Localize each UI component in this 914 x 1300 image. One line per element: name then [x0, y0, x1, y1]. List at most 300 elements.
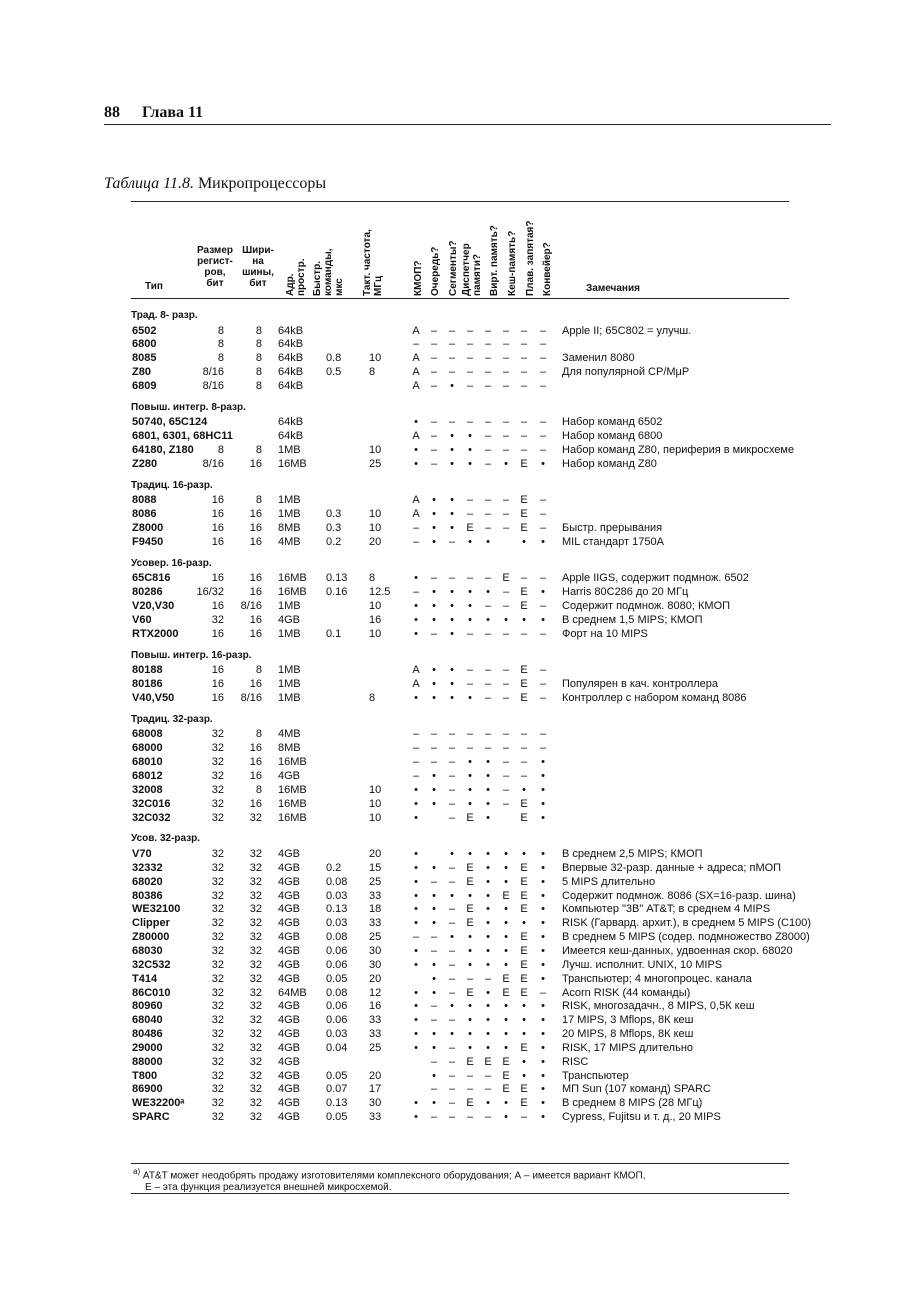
feature-flag: • — [432, 958, 436, 971]
feature-flag: – — [539, 430, 547, 443]
feature-flag: – — [539, 352, 547, 365]
feature-flag: • — [450, 627, 454, 640]
feature-flag: – — [448, 861, 456, 874]
table-row — [0, 337, 914, 351]
feature-flag: • — [468, 1041, 472, 1054]
feature-flag: • — [541, 1014, 545, 1027]
feature-flag: • — [541, 1111, 545, 1124]
feature-flag: • — [541, 797, 545, 810]
feature-flag: – — [484, 1069, 492, 1082]
processor-type: 65С816 — [132, 572, 171, 585]
feature-flag: Е — [466, 861, 474, 874]
feature-flag: • — [541, 848, 545, 860]
processor-type: 32С532 — [132, 958, 171, 971]
register-size: 16 — [211, 508, 224, 521]
clock-frequency: 10 — [369, 797, 382, 810]
register-size: 16/32 — [196, 586, 224, 599]
fast-instruction: 0.04 — [326, 1041, 348, 1054]
table-row — [0, 585, 914, 599]
register-size: 32 — [211, 958, 224, 971]
feature-flag: – — [412, 770, 420, 782]
bus-width: 32 — [249, 917, 262, 930]
register-size: 16 — [211, 600, 224, 613]
feature-flag: Е — [520, 1083, 528, 1096]
table-row — [0, 443, 914, 457]
feature-flag: – — [466, 972, 474, 985]
feature-flag: – — [430, 875, 438, 888]
feature-flag: – — [502, 324, 510, 337]
feature-flag: – — [502, 366, 510, 379]
feature-flag: – — [539, 678, 547, 691]
feature-flag: – — [448, 944, 456, 957]
header-rule — [104, 124, 831, 125]
register-size: 16 — [211, 522, 224, 535]
clock-frequency: 15 — [369, 861, 382, 874]
processor-type: 8086 — [132, 508, 157, 521]
feature-flag: Е — [520, 600, 528, 613]
clock-frequency: 20 — [369, 972, 382, 985]
feature-flag: – — [484, 522, 492, 535]
feature-flag: – — [448, 1069, 456, 1082]
address-space: 16MB — [278, 797, 307, 810]
register-size: 16 — [211, 627, 224, 640]
fast-instruction: 0.1 — [326, 627, 342, 640]
feature-flag: • — [468, 756, 472, 769]
fast-instruction: 0.06 — [326, 1014, 348, 1027]
table-row — [0, 999, 914, 1013]
feature-flag: • — [450, 1000, 454, 1013]
processor-type: F9450 — [132, 536, 164, 548]
register-size: 32 — [211, 1111, 224, 1124]
feature-flag: – — [502, 742, 510, 755]
feature-flag: – — [484, 380, 492, 392]
bus-width: 16 — [249, 797, 262, 810]
feature-flag: – — [412, 728, 420, 741]
feature-flag: – — [430, 324, 438, 337]
feature-flag: – — [502, 338, 510, 351]
processor-type: 80486 — [132, 1028, 163, 1041]
feature-flag: • — [468, 770, 472, 782]
notes: Содержит подмнож. 8086 (SX=16-разр. шина) — [562, 889, 796, 902]
address-space: 4GB — [278, 1069, 301, 1082]
feature-flag: • — [486, 903, 490, 916]
feature-flag: Е — [466, 522, 474, 535]
address-space: 1MB — [278, 664, 301, 677]
table-row — [0, 1027, 914, 1041]
col-header-cmos: КМОП? — [413, 260, 424, 296]
feature-flag: • — [504, 458, 508, 470]
feature-flag: Е — [520, 972, 528, 985]
feature-flag: – — [520, 756, 528, 769]
feature-flag: • — [414, 848, 418, 860]
feature-flag: – — [448, 1097, 456, 1110]
clock-frequency: 20 — [369, 1069, 382, 1082]
table-row — [0, 741, 914, 755]
feature-flag: • — [541, 1028, 545, 1041]
feature-flag: • — [541, 875, 545, 888]
feature-flag: • — [486, 1028, 490, 1041]
table-row — [0, 727, 914, 741]
bus-width: 8 — [255, 494, 262, 507]
register-size: 32 — [211, 1000, 224, 1013]
address-space: 8MB — [278, 742, 301, 755]
register-size: 32 — [211, 1014, 224, 1027]
processor-type: SPARC — [132, 1111, 170, 1124]
address-space: 4GB — [278, 1055, 301, 1068]
col-header-fast: Быстр. команды, мкс — [312, 248, 345, 296]
col-header-queue: Очередь? — [430, 246, 441, 296]
feature-flag: • — [522, 1069, 526, 1082]
fast-instruction: 0.13 — [326, 1097, 348, 1110]
address-space: 64kB — [278, 338, 304, 351]
register-size: 32 — [211, 1069, 224, 1082]
clock-frequency: 20 — [369, 848, 382, 860]
table-row — [0, 930, 914, 944]
feature-flag: – — [484, 352, 492, 365]
address-space: 1MB — [278, 678, 301, 691]
section-title: Повыш. интегр. 8-разр. — [131, 401, 246, 413]
feature-flag: • — [432, 1041, 436, 1054]
table-row — [0, 755, 914, 769]
feature-flag: – — [484, 366, 492, 379]
address-space: 4GB — [278, 1000, 301, 1013]
feature-flag: • — [486, 848, 490, 860]
feature-flag: • — [468, 848, 472, 860]
feature-flag: – — [539, 664, 547, 677]
feature-flag: • — [504, 848, 508, 860]
feature-flag: – — [430, 1000, 438, 1013]
table-row — [0, 811, 914, 825]
feature-flag: • — [486, 1014, 490, 1027]
bus-width: 32 — [249, 875, 262, 888]
bus-width: 32 — [249, 861, 262, 874]
bus-width: 32 — [249, 1055, 262, 1068]
feature-flag: • — [504, 861, 508, 874]
processor-type: Z8000 — [132, 522, 164, 535]
bus-width: 8/16 — [240, 600, 262, 613]
address-space: 4GB — [278, 903, 301, 916]
bus-width: 16 — [249, 756, 262, 769]
feature-flag: – — [448, 1055, 456, 1068]
feature-flag: Е — [502, 572, 510, 585]
address-space: 1MB — [278, 494, 301, 507]
notes: Harris 80С286 до 20 МГц — [562, 586, 689, 599]
table-row — [0, 1013, 914, 1027]
bus-width: 32 — [249, 944, 262, 957]
table-row — [0, 365, 914, 379]
processor-type: 32С016 — [132, 797, 171, 810]
register-size: 32 — [211, 1028, 224, 1041]
feature-flag: • — [486, 889, 490, 902]
address-space: 4GB — [278, 1028, 301, 1041]
feature-flag: Е — [520, 1041, 528, 1054]
table-row — [0, 457, 914, 471]
feature-flag: – — [466, 494, 474, 507]
feature-flag: Е — [520, 875, 528, 888]
feature-flag: Е — [520, 664, 528, 677]
clock-frequency: 30 — [369, 958, 382, 971]
feature-flag: – — [539, 742, 547, 755]
feature-flag: Е — [520, 958, 528, 971]
feature-flag: • — [450, 600, 454, 613]
feature-flag: – — [412, 586, 420, 599]
clock-frequency: 17 — [369, 1083, 382, 1096]
clock-frequency: 10 — [369, 522, 382, 535]
feature-flag: • — [414, 1000, 418, 1013]
feature-flag: – — [502, 494, 510, 507]
register-size: 16 — [211, 664, 224, 677]
processor-type: V70 — [132, 848, 152, 860]
feature-flag: • — [504, 1028, 508, 1041]
table-row — [0, 663, 914, 677]
section-header — [0, 832, 914, 846]
section-title: Традиц. 32-разр. — [131, 713, 213, 725]
processor-type: 32332 — [132, 861, 163, 874]
clock-frequency: 20 — [369, 536, 382, 548]
register-size: 8 — [217, 324, 224, 337]
fast-instruction: 0.06 — [326, 1000, 348, 1013]
fast-instruction: 0.03 — [326, 917, 348, 930]
feature-flag: – — [502, 586, 510, 599]
feature-flag: А — [412, 380, 420, 392]
bus-width: 32 — [249, 1111, 262, 1124]
address-space: 4GB — [278, 972, 301, 985]
register-size: 16 — [211, 536, 224, 548]
feature-flag: • — [486, 811, 490, 824]
feature-flag: – — [448, 917, 456, 930]
feature-flag: – — [502, 380, 510, 392]
feature-flag: – — [484, 416, 492, 429]
feature-flag: • — [414, 1097, 418, 1110]
feature-flag: • — [432, 614, 436, 626]
feature-flag: • — [432, 861, 436, 874]
feature-flag: • — [486, 586, 490, 599]
col-header-mmu: Диспетчер памяти? — [461, 243, 483, 296]
table-row — [0, 889, 914, 903]
feature-flag: – — [520, 770, 528, 782]
bus-width: 16 — [249, 770, 262, 782]
feature-flag: – — [448, 756, 456, 769]
feature-flag: • — [450, 458, 454, 470]
feature-flag: • — [414, 903, 418, 916]
clock-frequency: 33 — [369, 1014, 382, 1027]
notes: Acorn RISK (44 команды) — [562, 986, 691, 999]
notes: 20 MIPS, 8 Mflops, 8К кеш — [562, 1028, 694, 1041]
clock-frequency: 10 — [369, 508, 382, 521]
feature-flag: – — [466, 1069, 474, 1082]
processor-type: 86900 — [132, 1083, 163, 1096]
feature-flag: • — [541, 861, 545, 874]
section-title: Традиц. 16-разр. — [131, 479, 213, 491]
feature-flag: – — [448, 1083, 456, 1096]
register-size: 32 — [211, 972, 224, 985]
feature-flag: А — [412, 324, 420, 337]
feature-flag: – — [448, 728, 456, 741]
section-header — [0, 479, 914, 493]
fast-instruction: 0.2 — [326, 536, 342, 548]
feature-flag: • — [504, 958, 508, 971]
address-space: 64kB — [278, 324, 304, 337]
feature-flag: – — [430, 1083, 438, 1096]
feature-flag: • — [450, 508, 454, 521]
feature-flag: • — [432, 508, 436, 521]
feature-flag: – — [502, 756, 510, 769]
feature-flag: • — [414, 627, 418, 640]
address-space: 4GB — [278, 958, 301, 971]
feature-flag: Е — [502, 1083, 510, 1096]
feature-flag: • — [468, 1014, 472, 1027]
notes: Компьютер "3В" AT&T; в среднем 4 MIPS — [562, 903, 771, 916]
table-row — [0, 324, 914, 338]
table-row — [0, 972, 914, 986]
footnote-mark: а) — [133, 1167, 141, 1176]
feature-flag: – — [520, 416, 528, 429]
feature-flag: • — [541, 1000, 545, 1013]
clock-frequency: 33 — [369, 1111, 382, 1124]
feature-flag: – — [520, 352, 528, 365]
col-header-cache: Кеш-память? — [507, 230, 518, 296]
clock-frequency: 30 — [369, 1097, 382, 1110]
feature-flag: – — [520, 338, 528, 351]
register-size: 32 — [211, 1055, 224, 1068]
bus-width: 32 — [249, 931, 262, 944]
bus-width: 8 — [255, 338, 262, 351]
feature-flag: • — [414, 986, 418, 999]
feature-flag: • — [414, 1111, 418, 1124]
bus-width: 8 — [255, 664, 262, 677]
table-row — [0, 1055, 914, 1069]
register-size: 32 — [211, 917, 224, 930]
section-title: Повыш. интегр. 16-разр. — [131, 649, 252, 661]
processor-type: 50740, 65С124 — [132, 416, 208, 429]
clock-frequency: 10 — [369, 352, 382, 365]
feature-flag: А — [412, 678, 420, 691]
feature-flag: • — [541, 1055, 545, 1068]
feature-flag: Е — [520, 811, 528, 824]
fast-instruction: 0.16 — [326, 586, 348, 599]
feature-flag: – — [430, 416, 438, 429]
feature-flag: Е — [502, 889, 510, 902]
address-space: 16MB — [278, 586, 307, 599]
notes: Форт на 10 MIPS — [562, 627, 648, 640]
feature-flag: • — [414, 861, 418, 874]
register-size: 32 — [211, 783, 224, 796]
col-header-segments: Сегменты? — [448, 240, 459, 296]
feature-flag: • — [486, 1000, 490, 1013]
bus-width: 8 — [255, 380, 262, 392]
feature-flag: Е — [502, 986, 510, 999]
register-size: 32 — [211, 848, 224, 860]
feature-flag: • — [468, 797, 472, 810]
feature-flag: • — [414, 458, 418, 470]
feature-flag: • — [414, 600, 418, 613]
feature-flag: – — [502, 678, 510, 691]
register-size: 32 — [211, 903, 224, 916]
processor-type: 29000 — [132, 1041, 163, 1054]
table-top-rule — [131, 201, 789, 202]
bus-width: 32 — [249, 1028, 262, 1041]
feature-flag: • — [432, 586, 436, 599]
feature-flag: – — [502, 728, 510, 741]
processor-type: 6800 — [132, 338, 157, 351]
register-size: 8 — [217, 338, 224, 351]
feature-flag: – — [430, 931, 438, 944]
feature-flag: – — [448, 903, 456, 916]
notes: Быстр. прерывания — [562, 522, 663, 535]
feature-flag: • — [432, 783, 436, 796]
notes: RISK, многозадачн., 8 MIPS, 0,5К кеш — [562, 1000, 755, 1013]
feature-flag: – — [466, 338, 474, 351]
notes: В среднем 8 MIPS (28 МГц) — [562, 1097, 703, 1110]
feature-flag: • — [468, 692, 472, 704]
clock-frequency: 25 — [369, 931, 382, 944]
processor-type: Clipper — [132, 917, 170, 930]
feature-flag: – — [430, 1111, 438, 1124]
feature-flag: – — [448, 416, 456, 429]
feature-flag: – — [448, 783, 456, 796]
processor-type: V20,V30 — [132, 600, 175, 613]
table-row — [0, 769, 914, 783]
bus-width: 16 — [249, 458, 262, 470]
processor-type: 80386 — [132, 889, 163, 902]
feature-flag: Е — [520, 889, 528, 902]
feature-flag: • — [504, 1111, 508, 1124]
table-row — [0, 861, 914, 875]
feature-flag: Е — [520, 508, 528, 521]
bus-width: 32 — [249, 1083, 262, 1096]
feature-flag: • — [414, 416, 418, 429]
feature-flag: – — [520, 444, 528, 457]
feature-flag: – — [502, 522, 510, 535]
footnote-line2: Е – эта функция реализуется внешней микросхемой. — [145, 1182, 392, 1194]
feature-flag: • — [414, 692, 418, 704]
feature-flag: • — [414, 917, 418, 930]
feature-flag: – — [412, 522, 420, 535]
feature-flag: – — [520, 627, 528, 640]
bus-width: 8 — [255, 324, 262, 337]
feature-flag: – — [448, 811, 456, 824]
notes: RISC — [562, 1055, 589, 1068]
table-bottom-rule — [131, 1163, 789, 1164]
fast-instruction: 0.06 — [326, 958, 348, 971]
feature-flag: • — [432, 522, 436, 535]
feature-flag: – — [539, 324, 547, 337]
col-header-clock: Такт. частота, МГц — [362, 229, 384, 296]
processor-type: V40,V50 — [132, 692, 175, 704]
feature-flag: • — [486, 917, 490, 930]
clock-frequency: 8 — [369, 692, 376, 704]
page-number: 88 — [104, 104, 120, 121]
col-header-float: Плав. запятая? — [525, 220, 536, 296]
clock-frequency: 10 — [369, 444, 382, 457]
feature-flag: – — [412, 931, 420, 944]
feature-flag: • — [522, 783, 526, 796]
col-header-virtual: Вирт. память? — [489, 225, 500, 296]
feature-flag: А — [412, 430, 420, 443]
feature-flag: • — [541, 783, 545, 796]
feature-flag: – — [448, 366, 456, 379]
feature-flag: • — [450, 692, 454, 704]
feature-flag: Е — [520, 944, 528, 957]
feature-flag: – — [430, 366, 438, 379]
processor-type: 32008 — [132, 783, 163, 796]
feature-flag: – — [430, 627, 438, 640]
feature-flag: • — [541, 958, 545, 971]
address-space: 4GB — [278, 889, 301, 902]
page-header — [104, 104, 203, 122]
register-size: 32 — [211, 875, 224, 888]
address-space: 64kB — [278, 416, 304, 429]
